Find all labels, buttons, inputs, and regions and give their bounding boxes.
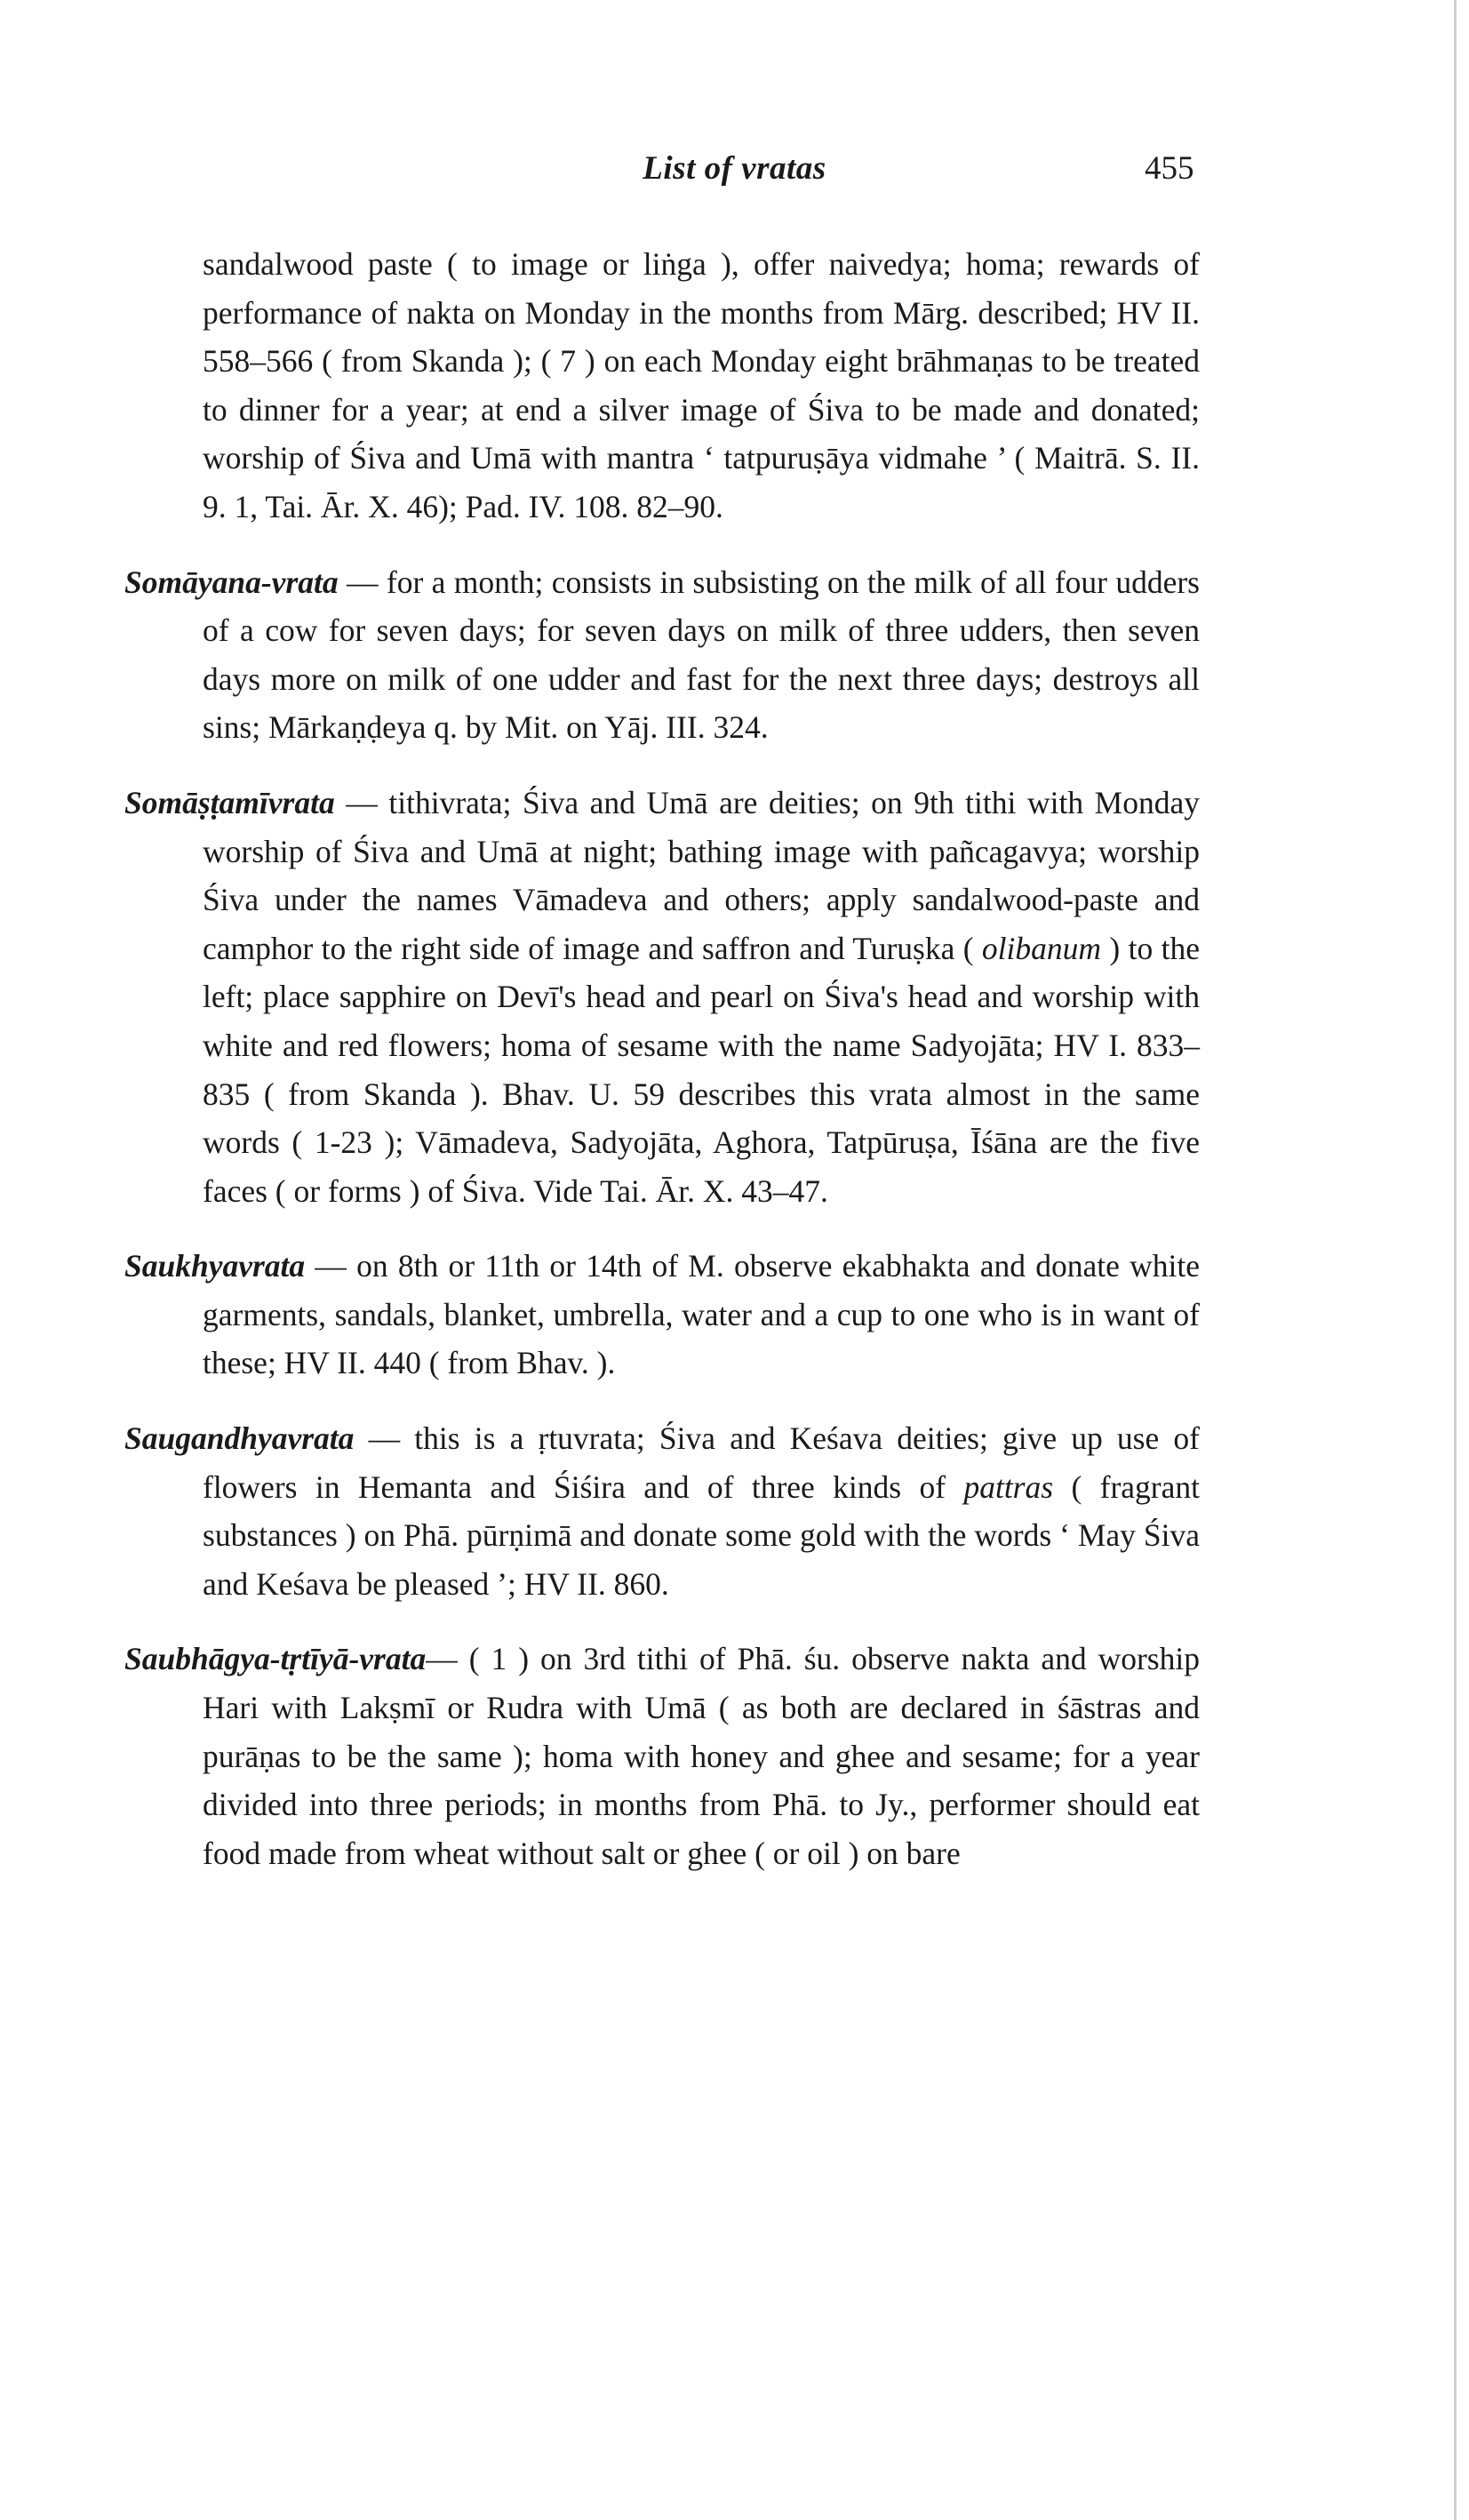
entry-term: Saugandhyavrata — [124, 1420, 355, 1457]
entry-text: sandalwood paste ( to image or liṅga ), offer naivedya; homa; rewards of performance of nakta on Monday in the months from Mārg. described; HV II. 558–566 ( from Skanda ); ( 7 ) on each Monday eight brāhmaṇas to be treated to dinner for a year; at end a silver image of Śiva to be made and donated; worship of Śiva and Umā with mantra ‘ tatpuruṣāya vidmahe ’ ( Maitrā. S. II. 9. 1, Tai. Ār. X. 46); Pad. IV. 108. 82–90. — [203, 246, 1200, 524]
entry-text: — this is a ṛtuvrata; Śiva and Keśava deities; give up use of flowers in Hemanta and Śiśira and of three kinds of — [203, 1420, 1200, 1505]
entry-term: Saubhāgya-tṛtīyā-vrata — [124, 1641, 427, 1677]
entry-term: Saukhyavrata — [124, 1248, 306, 1284]
entry-continuation — [124, 240, 1200, 532]
entry-text: — ( 1 ) on 3rd tithi of Phā. śu. observe nakta and worship Hari with Lakṣmī or Rudra with Umā ( as both are declared in śāstras and purāṇas to be the same ); homa with honey and ghee and sesame; for a year divided into three periods; in months from Phā. to Jy., performer should eat food made from wheat without salt or ghee ( or oil ) on bare — [203, 1641, 1200, 1871]
entry-term: Somāṣṭamīvrata — [124, 784, 335, 820]
entry-text: ( fragrant substances ) on Phā. pūrṇimā and donate some gold with the words ‘ May Śiva and Keśava be pleased ’; HV II. 860. — [203, 1468, 1200, 1602]
entry-text: — on 8th or 11th or 14th of M. observe ekabhakta and donate white garments, sandals, blanket, umbrella, water and a cup to one who is in want of these; HV II. 440 ( from Bhav. ). — [203, 1248, 1200, 1381]
page-body — [124, 240, 1200, 1904]
entry-somastamivrata — [124, 779, 1200, 1215]
running-title: List of vratas — [643, 150, 826, 187]
entry-saukhyavrata — [124, 1242, 1200, 1388]
entry-text: ) to the left; place sapphire on Devī's head and pearl on Śiva's head and worship with white and red flowers; homa of sesame with the name Sadyojāta; HV I. 833–835 ( from Skanda ). Bhav. U. 59 describes this vrata almost in the same words ( 1-23 ); Vāmadeva, Sadyojāta, Aghora, Tatpūruṣa, Īśāna are the five faces ( or forms ) of Śiva. Vide Tai. Ār. X. 43–47. — [203, 930, 1200, 1209]
entry-term: Somāyana-vrata — [124, 564, 339, 600]
entry-saubhagya-trtiya-vrata — [124, 1635, 1200, 1877]
page-number: 455 — [1145, 150, 1194, 187]
entry-italic-word: olibanum — [981, 930, 1102, 966]
entry-italic-word: pattras — [963, 1468, 1054, 1505]
entry-saugandhyavrata — [124, 1414, 1200, 1608]
page-header — [0, 149, 1469, 203]
entry-text: — tithivrata; Śiva and Umā are deities; on 9th tithi with Monday worship of Śiva and Umā at night; bathing image with pañcagavya; worship Śiva under the names Vāmadeva and others; apply sandalwood-paste and camphor to the right side of image and saffron and Turuṣka ( — [203, 784, 1200, 966]
entry-somayana-vrata — [124, 558, 1200, 752]
page-edge-line — [1454, 0, 1457, 2520]
entry-text: — for a month; consists in subsisting on the milk of all four udders of a cow for seven days; for seven days on milk of three udders, then seven days more on milk of one udder and fast for the next three days; destroys all sins; Mārkaṇḍeya q. by Mit. on Yāj. III. 324. — [203, 564, 1200, 746]
